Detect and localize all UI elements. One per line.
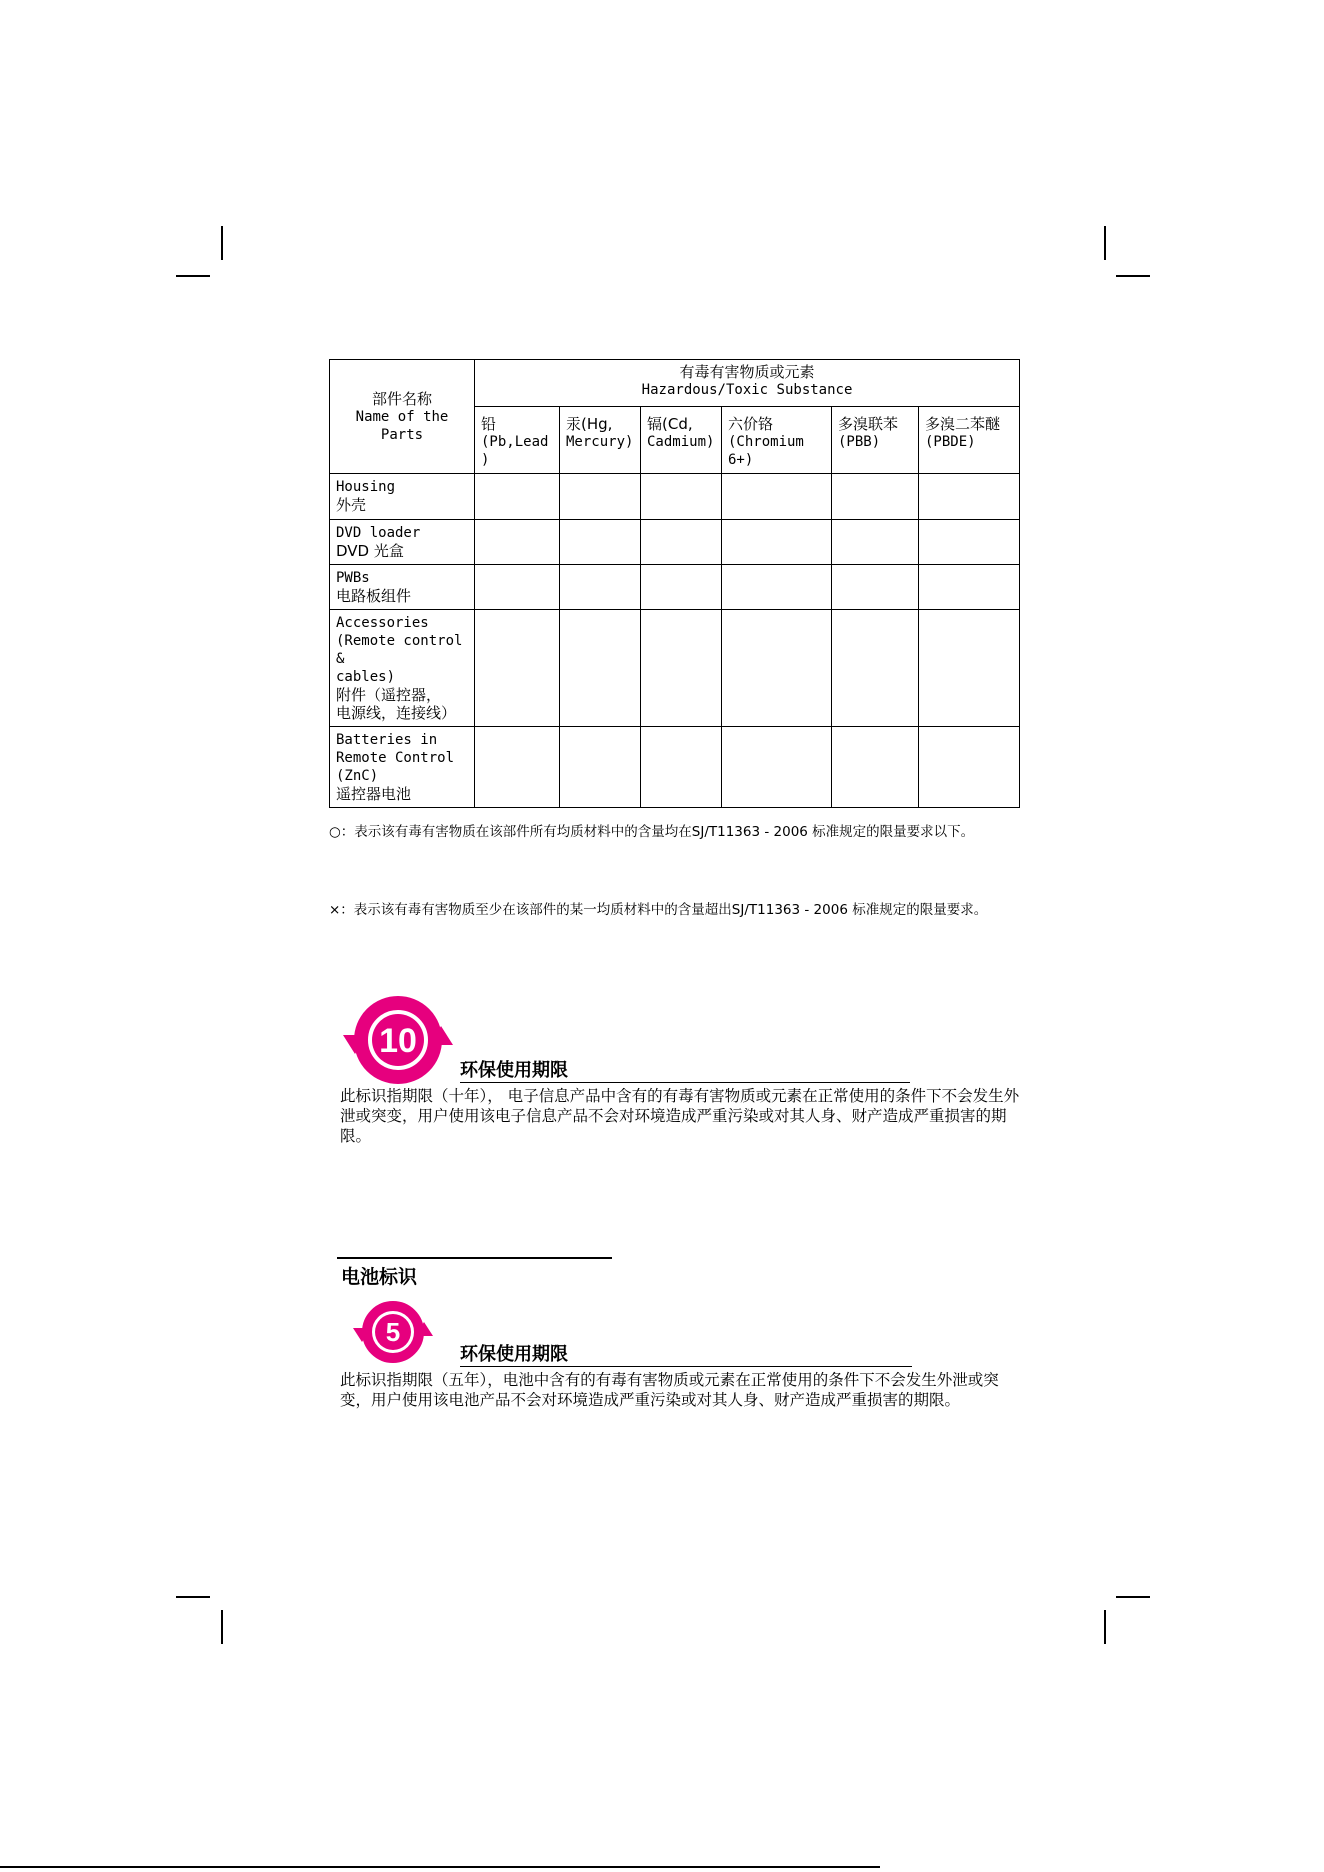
parts-header-en: Name of the Parts bbox=[355, 408, 449, 443]
badge-number: 5 bbox=[385, 1317, 401, 1347]
substance-cell bbox=[722, 610, 832, 727]
substance-cell bbox=[919, 610, 1020, 727]
part-name-line: 外壳 bbox=[336, 496, 367, 514]
substance-cell bbox=[560, 565, 641, 610]
substance-cell bbox=[832, 474, 919, 520]
substance-symbol: (Pb,Lead) bbox=[481, 434, 549, 468]
substance-header bbox=[641, 407, 722, 474]
crop-mark bbox=[176, 1596, 210, 1598]
substance-symbol: Mercury) bbox=[566, 434, 634, 450]
substance-cell bbox=[832, 565, 919, 610]
crop-mark bbox=[221, 1610, 223, 1644]
substance-header bbox=[832, 407, 919, 474]
hazardous-substance-table bbox=[329, 359, 1020, 808]
battery-epup-title: 环保使用期限 bbox=[460, 1340, 912, 1367]
table-row bbox=[330, 520, 1020, 565]
substance-header bbox=[722, 407, 832, 474]
substance-cell bbox=[475, 610, 560, 727]
part-name-line: (ZnC) bbox=[336, 768, 379, 784]
part-name-line: 电源线，连接线） bbox=[336, 704, 457, 722]
part-name-line: (Remote control & bbox=[336, 633, 463, 667]
substance-cell bbox=[832, 520, 919, 565]
substance-cell bbox=[641, 474, 722, 520]
substance-cell bbox=[919, 520, 1020, 565]
part-name-line: DVD 光盒 bbox=[336, 542, 404, 560]
substance-cell bbox=[475, 727, 560, 808]
part-name-cell bbox=[330, 727, 475, 808]
substance-cell bbox=[560, 520, 641, 565]
part-name-line: Batteries in bbox=[336, 732, 438, 748]
parts-header-cn: 部件名称 bbox=[371, 389, 432, 408]
group-header-en: Hazardous/Toxic Substance bbox=[641, 382, 853, 398]
substance-symbol: (PBDE) bbox=[925, 434, 976, 450]
part-name-line: Housing bbox=[336, 479, 396, 495]
part-name-cell bbox=[330, 520, 475, 565]
substance-cell bbox=[919, 474, 1020, 520]
substance-name: 铅 bbox=[481, 415, 497, 433]
substance-cell bbox=[560, 610, 641, 727]
substance-cell bbox=[560, 727, 641, 808]
part-name-line: 附件（遥控器， bbox=[336, 686, 442, 704]
substance-cell bbox=[641, 520, 722, 565]
substance-cell bbox=[475, 565, 560, 610]
crop-mark bbox=[221, 226, 223, 260]
battery-epup-description: 此标识指期限（五年），电池中含有的有毒有害物质或元素在正常使用的条件下不会发生外泄或突变，用户使用该电池产品不会对环境造成严重污染或对其人身、财产造成严重损害的期限。 bbox=[340, 1371, 999, 1409]
substance-name: 六价铬 bbox=[728, 415, 774, 433]
substance-cell bbox=[722, 520, 832, 565]
part-name-line: PWBs bbox=[336, 570, 370, 586]
part-name-cell bbox=[330, 474, 475, 520]
substance-cell bbox=[641, 565, 722, 610]
substance-name: 汞(Hg, bbox=[566, 415, 613, 433]
part-name-line: Accessories bbox=[336, 615, 429, 631]
part-name-cell bbox=[330, 610, 475, 727]
substance-cell bbox=[722, 474, 832, 520]
group-header-cn: 有毒有害物质或元素 bbox=[679, 363, 815, 381]
substance-cell bbox=[560, 474, 641, 520]
substance-header bbox=[560, 407, 641, 474]
substance-cell bbox=[475, 474, 560, 520]
substance-cell bbox=[722, 565, 832, 610]
circle-note: ○：表示该有毒有害物质在该部件所有均质材料中的含量均在SJ/T11363 - 2006 标准规定的限量要求以下。 bbox=[329, 824, 975, 840]
epup-description: 此标识指期限（十年）， 电子信息产品中含有的有毒有害物质或元素在正常使用的条件下不会发生外泄或突变，用户使用该电子信息产品不会对环境造成严重污染或对其人身、财产造成严重损害的期限。 bbox=[340, 1087, 1020, 1145]
epup-10-badge-icon bbox=[343, 990, 453, 1090]
substance-symbol: Cadmium) bbox=[647, 434, 715, 450]
substance-cell bbox=[832, 610, 919, 727]
substance-cell bbox=[722, 727, 832, 808]
substance-group-header bbox=[475, 360, 1020, 407]
substance-cell bbox=[919, 727, 1020, 808]
part-name-line: DVD loader bbox=[336, 525, 421, 541]
battery-heading: 电池标识 bbox=[341, 1266, 418, 1288]
substance-cell bbox=[641, 727, 722, 808]
substance-symbol: (PBB) bbox=[838, 434, 881, 450]
substance-header bbox=[919, 407, 1020, 474]
substance-cell bbox=[475, 520, 560, 565]
crop-mark bbox=[176, 275, 210, 277]
epup-5-badge-icon bbox=[353, 1296, 433, 1368]
substance-cell bbox=[832, 727, 919, 808]
crop-mark bbox=[1116, 1596, 1150, 1598]
substance-name: 多溴联苯 bbox=[838, 415, 899, 433]
table-row bbox=[330, 727, 1020, 808]
parts-name-header bbox=[330, 360, 475, 474]
epup-title: 环保使用期限 bbox=[460, 1056, 910, 1083]
battery-heading-rule bbox=[337, 1257, 612, 1259]
cross-note: ×：表示该有毒有害物质至少在该部件的某一均质材料中的含量超出SJ/T11363 - 2006 标准规定的限量要求。 bbox=[329, 902, 988, 918]
substance-name: 镉(Cd, bbox=[647, 415, 693, 433]
table-row bbox=[330, 565, 1020, 610]
crop-mark bbox=[1104, 226, 1106, 260]
substance-cell bbox=[641, 610, 722, 727]
part-name-line: cables) bbox=[336, 669, 396, 685]
part-name-line: 电路板组件 bbox=[336, 587, 412, 605]
crop-mark bbox=[1104, 1610, 1106, 1644]
substance-name: 多溴二苯醚 bbox=[925, 415, 1001, 433]
footer-rule bbox=[0, 1866, 880, 1868]
part-name-cell bbox=[330, 565, 475, 610]
part-name-line: 遥控器电池 bbox=[336, 785, 412, 803]
substance-symbol: (Chromium 6+) bbox=[728, 434, 804, 468]
substance-cell bbox=[919, 565, 1020, 610]
badge-number: 10 bbox=[379, 1022, 417, 1060]
part-name-line: Remote Control bbox=[336, 750, 455, 766]
substance-header bbox=[475, 407, 560, 474]
table-row bbox=[330, 474, 1020, 520]
crop-mark bbox=[1116, 275, 1150, 277]
table-row bbox=[330, 610, 1020, 727]
